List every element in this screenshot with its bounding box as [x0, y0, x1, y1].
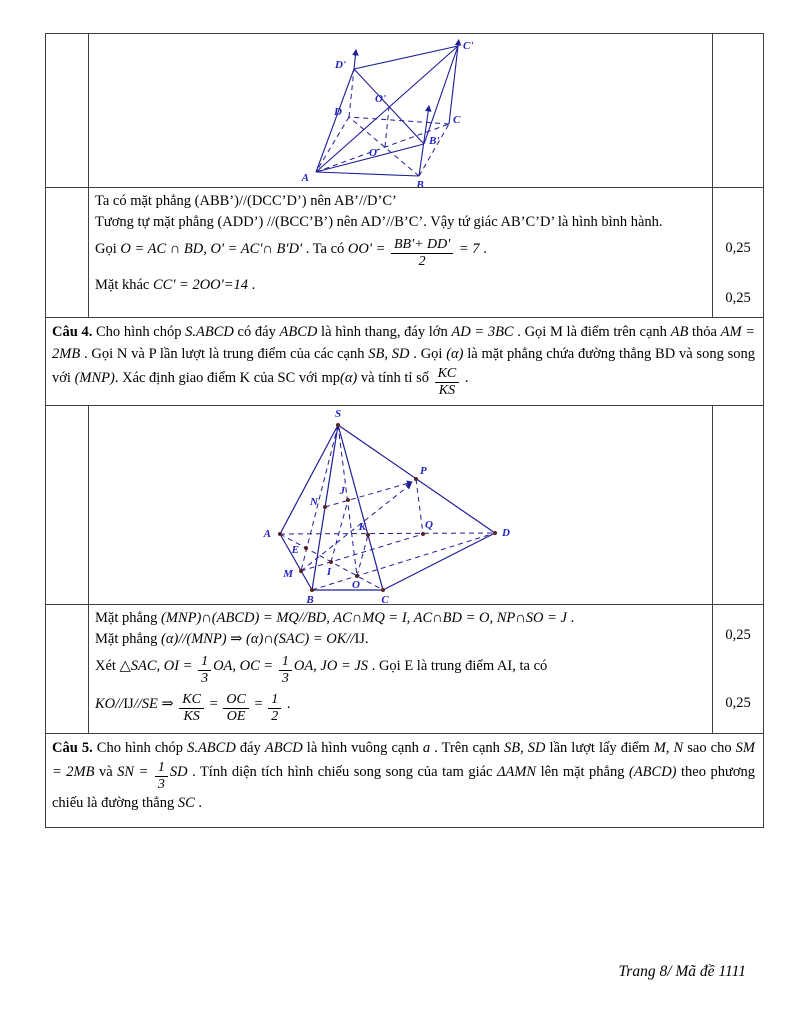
text-segment: AB	[670, 324, 689, 340]
text-segment: . Gọi	[409, 345, 447, 362]
vertex-dot	[421, 532, 425, 536]
score-cell	[713, 188, 764, 318]
fraction: $\frac{1}{3}$	[155, 760, 168, 793]
vertex-label: O	[369, 147, 377, 159]
solution-line	[95, 191, 704, 212]
text-segment: a	[422, 740, 431, 756]
text-segment: . Gọi E là trung điểm AI, ta có	[368, 658, 548, 675]
text-segment: Mặt phẳng	[95, 610, 162, 626]
text-segment: và	[94, 763, 118, 780]
text-segment: (α)	[339, 369, 358, 386]
vertex-label: O'	[375, 93, 386, 105]
vertex-label: A	[263, 528, 271, 540]
text-segment: Cho hình chóp	[92, 740, 188, 756]
vertex-label: S	[334, 408, 342, 420]
text-segment: OA, OC =	[213, 658, 277, 675]
figure-parallelepiped-cell	[89, 34, 713, 188]
text-segment: .	[248, 277, 256, 294]
text-segment: Câu 4.	[52, 324, 93, 340]
empty-cell	[46, 605, 89, 734]
text-segment: S.ABCD	[185, 324, 234, 340]
text-segment: SB, SD	[503, 740, 546, 756]
text-segment: lên mặt phẳng	[536, 763, 629, 780]
fraction: $\frac{KC}{KS}$	[179, 692, 204, 725]
text-segment: KO//	[95, 696, 124, 713]
text-segment: OA, JO = JS	[293, 658, 369, 675]
solution-line	[95, 608, 704, 629]
vertex-label: Q	[425, 519, 433, 531]
vertex-dot	[366, 533, 370, 537]
solution-table	[45, 33, 764, 828]
empty-score-cell	[713, 406, 764, 605]
text-segment: . Gọi M là điểm trên cạnh	[513, 324, 671, 340]
text-segment: Gọi	[95, 241, 121, 258]
fraction: $\frac{1}{2}$	[268, 692, 281, 725]
text-segment: S.ABCD	[187, 740, 236, 756]
text-segment: △SAC, OI =	[119, 658, 197, 675]
text-segment: SD	[169, 763, 188, 780]
question-4-cell	[46, 318, 764, 406]
vertex-label: C	[453, 114, 461, 126]
parallelepiped-figure	[89, 34, 698, 187]
vertex-label: D	[334, 106, 342, 118]
vertex-dot	[493, 531, 497, 535]
figure-pyramid-cell	[89, 406, 713, 605]
vertex-label: A	[301, 172, 309, 184]
vertex-label: C'	[463, 40, 474, 52]
text-segment: lần lượt lấy điểm	[545, 740, 654, 756]
vertex-label: E	[291, 544, 299, 556]
score-value: 0,25	[725, 627, 751, 643]
text-segment: . Trên cạnh	[430, 740, 504, 756]
text-segment: SC	[177, 794, 195, 811]
text-segment: Cho hình chóp	[92, 324, 186, 340]
text-segment: Câu 5.	[52, 740, 93, 756]
vertex-dot	[355, 574, 359, 578]
score-cell	[713, 605, 764, 734]
solution-4-text	[89, 605, 713, 734]
empty-cell	[46, 34, 89, 188]
text-segment: (ABCD)	[628, 763, 677, 780]
text-segment: AM = 2MB	[52, 324, 756, 362]
text-segment: . Xác định giao điểm K của SC với mp	[114, 369, 340, 386]
text-segment: Xét	[95, 658, 120, 675]
text-segment: (α)	[446, 345, 464, 362]
text-segment: là hình vuông cạnh	[302, 740, 423, 756]
text-segment: . Ta có	[302, 241, 348, 258]
fraction: $\frac{1}{3}$	[198, 654, 211, 687]
vertex-dot	[414, 477, 418, 481]
solution-line	[95, 275, 704, 296]
text-segment: ⇒	[161, 696, 178, 713]
vertex-dot	[310, 588, 314, 592]
vertex-label: D	[502, 527, 510, 539]
text-segment: Mặt phẳng	[95, 630, 162, 647]
text-segment: AD = 3BC	[451, 324, 514, 340]
score-value: 0,25	[725, 290, 751, 306]
text-segment: sao cho	[683, 740, 736, 756]
solution-3-text	[89, 188, 713, 318]
text-segment: M, N	[653, 740, 684, 756]
text-segment: = 7	[455, 241, 480, 258]
text-segment: IJ.	[354, 630, 369, 647]
text-segment: (α)//(MNP) ⇒ (α)∩(SAC) = OK//	[161, 630, 355, 647]
dashed-edges	[316, 69, 449, 176]
text-segment: .	[479, 241, 487, 258]
text-segment: có đáy	[233, 324, 280, 340]
question-5-text	[52, 738, 755, 815]
text-segment: . Gọi N và P lần lượt là trung điểm của các cạnh	[80, 345, 369, 362]
text-segment: OO' =	[347, 241, 389, 258]
text-segment: =	[205, 696, 222, 713]
vertex-dot	[304, 546, 308, 550]
vertex-dot	[346, 498, 350, 502]
vertex-label: K	[358, 521, 366, 533]
vertex-dot	[381, 588, 385, 592]
text-segment: là mặt phẳng chứa đường thẳng BD và song song với	[52, 345, 755, 386]
pyramid-figure	[89, 406, 698, 604]
text-segment: ABCD	[279, 324, 318, 340]
text-segment: =	[250, 696, 267, 713]
score-value: 0,25	[725, 240, 751, 256]
solution-line	[95, 654, 704, 687]
solution-line	[95, 629, 704, 650]
text-segment: ΔAMN	[496, 763, 537, 780]
vertex-dot	[323, 505, 327, 509]
vertex-label: I	[326, 566, 332, 578]
text-segment: là hình thang, đáy lớn	[317, 324, 452, 340]
fraction: $\frac{BB'+ DD'}{2}$	[391, 237, 453, 270]
text-segment: O = AC ∩ BD, O' = AC'∩ B'D'	[120, 241, 303, 258]
text-segment: .	[461, 369, 469, 386]
vertex-label: O	[352, 579, 360, 591]
vertex-label: D'	[335, 59, 346, 71]
text-segment: và tính tỉ số	[357, 369, 433, 386]
vertex-label: B	[416, 179, 424, 187]
text-segment: Tương tự mặt phẳng (ADD’) //(BCC’B’) nên AD’//B’C’. Vậy tứ giác AB’C’D’ là hình bình hành.	[95, 213, 663, 230]
text-segment: đáy	[235, 740, 265, 756]
vertex-label: C	[381, 594, 389, 604]
question-5-cell	[46, 734, 764, 828]
text-segment: Ta có mặt phẳng (ABB’)//(DCC’D’) nên AB’//D’C’	[95, 193, 397, 209]
solution-line	[95, 692, 704, 725]
vertex-label: M	[283, 568, 293, 580]
vertex-label: J	[339, 485, 345, 497]
text-segment: ABCD	[264, 740, 303, 756]
text-segment: .	[283, 696, 291, 713]
text-segment: .	[194, 794, 203, 811]
question-4-text	[52, 322, 755, 399]
empty-cell	[46, 406, 89, 605]
vertex-dot	[299, 569, 303, 573]
text-segment: IJ	[123, 696, 134, 713]
text-segment: CC' = 2OO'=14	[152, 277, 249, 294]
page-footer: Trang 8/ Mã đề 1111	[618, 963, 746, 980]
text-segment: theo phương chiếu là đường thẳng	[52, 763, 755, 811]
vertex-label: B	[306, 594, 314, 604]
solution-line	[95, 212, 704, 233]
vertex-label: N	[310, 496, 318, 508]
vertex-dot	[278, 532, 282, 536]
vertex-label: P	[420, 465, 427, 477]
vertex-dot	[336, 423, 340, 427]
text-segment: SB, SD	[368, 345, 410, 362]
solution-line	[95, 237, 704, 270]
fraction: $\frac{1}{3}$	[279, 654, 292, 687]
score-value: 0,25	[725, 695, 751, 711]
text-segment: . Tính diện tích hình chiếu song song của tam giác	[187, 763, 497, 780]
vertex-label: B'	[429, 135, 440, 147]
empty-cell	[46, 188, 89, 318]
fraction: $\frac{KC}{KS}$	[435, 366, 460, 399]
text-segment: SM = 2MB	[52, 740, 755, 780]
empty-score-cell	[713, 34, 764, 188]
text-segment: SN =	[117, 763, 153, 780]
text-segment: //SE	[133, 696, 162, 713]
text-segment: (MNP)∩(ABCD) = MQ//BD, AC∩MQ = I, AC∩BD = O, NP∩SO = J	[161, 610, 567, 626]
text-segment: Mặt khác	[95, 277, 153, 294]
text-segment: thỏa	[688, 324, 721, 340]
vertex-dot	[329, 560, 333, 564]
text-segment: .	[566, 610, 575, 626]
text-segment: (MNP)	[74, 369, 115, 386]
fraction: $\frac{OC}{OE}$	[223, 692, 248, 725]
